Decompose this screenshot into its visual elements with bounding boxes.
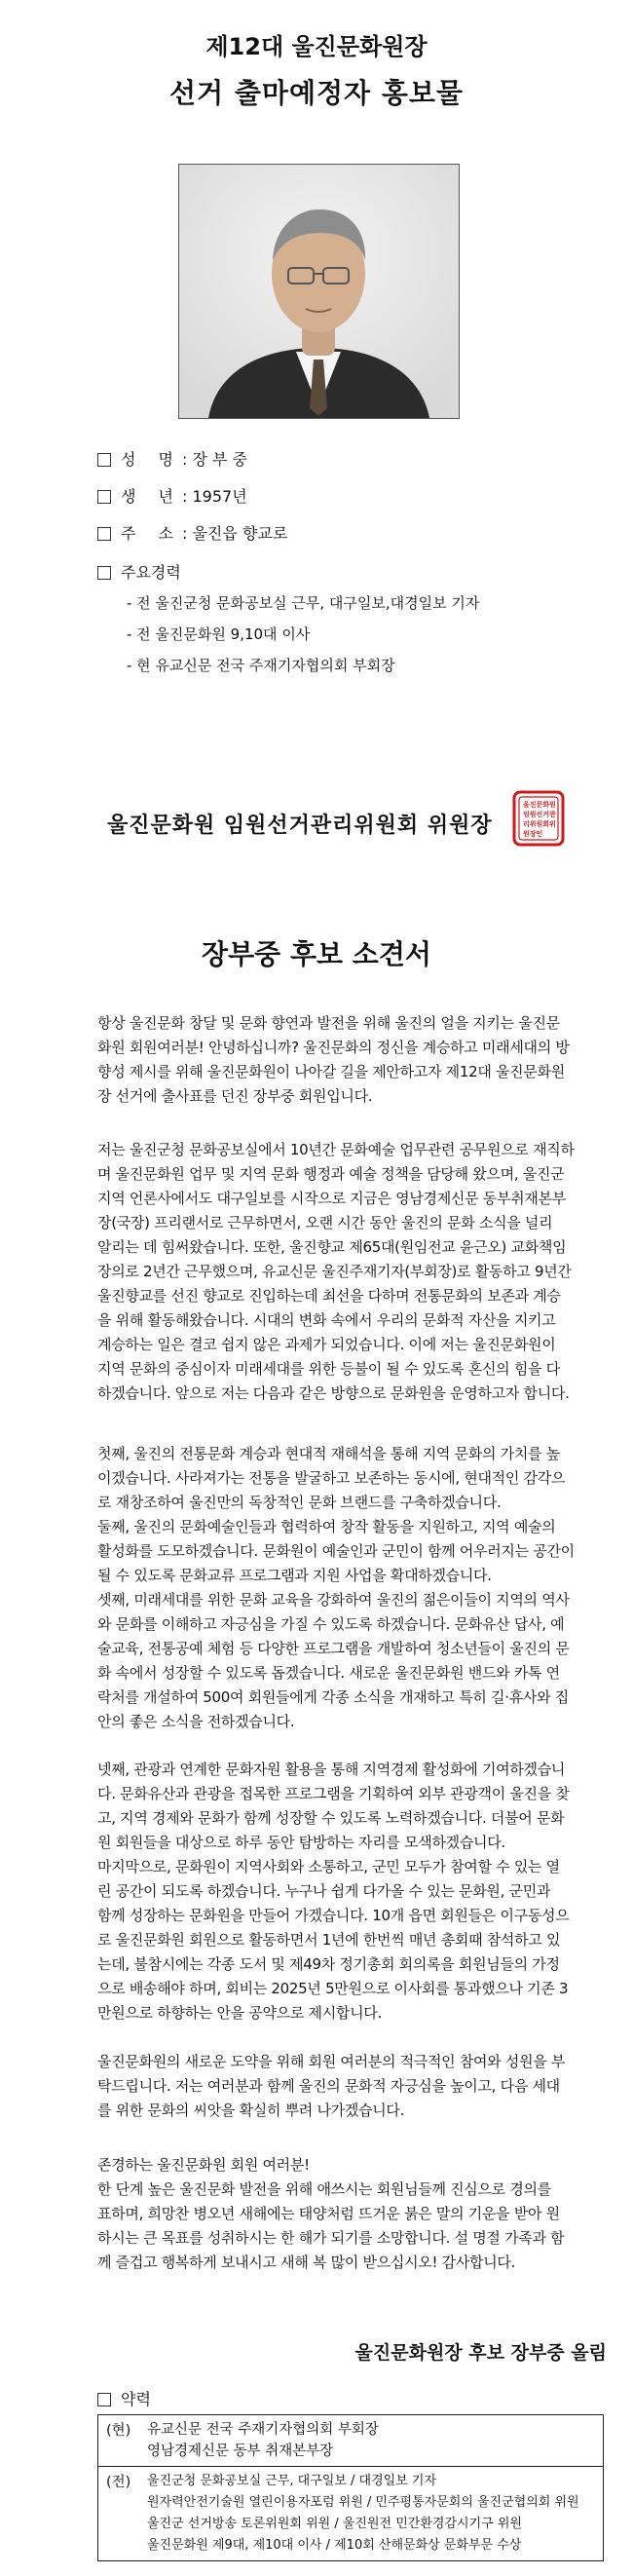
paragraph-line: 알리는 데 힘써왔습니다. 또한, 울진향교 제65대(원임전교 윤근오) 교화책임	[97, 1238, 567, 1256]
svg-text:원장인: 원장인	[523, 830, 543, 838]
paragraph-line: 원 회원들을 대상으로 하루 동안 탐방하는 자리를 모색하겠습니다.	[97, 1834, 505, 1851]
paragraph-line: 장(국장) 프리랜서로 근무하면서, 오랜 시간 동안 울진의 문화 소식을 널리	[97, 1214, 553, 1231]
statement-paragraph	[97, 1011, 604, 1109]
paragraph-line: 으로 배송해야 하며, 회비는 2025년 5만원으로 이사회를 통과했으나 기존 3	[97, 1980, 569, 1997]
paragraph-line: 를 위한 문화의 씨앗을 확실히 뿌려 나가겠습니다.	[97, 2102, 405, 2119]
checkbox-square-icon	[97, 566, 111, 580]
paragraph-line: 안의 좋은 소식을 전하겠습니다.	[97, 1713, 295, 1730]
checkbox-square-icon	[97, 527, 111, 541]
career-item: - 현 유교신문 전국 주재기자협의회 부회장	[127, 657, 395, 674]
statement-signature: 울진문화원장 후보 장부중 올림	[354, 2342, 607, 2364]
history-line: 유교신문 전국 주재기자협의회 부회장	[147, 2422, 379, 2438]
checkbox-square-icon	[97, 453, 111, 467]
history-row-current	[98, 2415, 603, 2467]
paragraph-line: 지역 문화의 중심이자 미래세대를 위한 등불이 될 수 있도록 혼신의 힘을 다	[97, 1360, 560, 1378]
paragraph-line: 지역 언론사에서도 대구일보를 시작으로 지금은 영남경제신문 동부취재본부	[97, 1190, 566, 1207]
history-title: 약력	[121, 2390, 151, 2408]
paragraph-line: 표하며, 희망찬 병오년 새해에는 태양처럼 뜨거운 붉은 말의 기운을 받아 원	[97, 2205, 560, 2222]
history-row-values	[143, 2467, 603, 2560]
history-line: 영남경제신문 동부 취재본부장	[147, 2443, 334, 2459]
paragraph-line: 화원 회원여러분! 안녕하십니까? 울진문화의 정신을 계승하고 미래세대의 방	[97, 1039, 570, 1056]
paragraph-line: 다. 문화유산과 관광을 접목한 프로그램을 기획하여 외부 관광객이 울진을 찾	[97, 1785, 570, 1802]
paragraph-line: 계승하는 일은 결코 쉽지 않은 과제가 되었습니다. 이에 저는 울진문화원이	[97, 1336, 556, 1353]
statement-title: 장부중 후보 소견서	[202, 938, 431, 970]
statement-paragraph	[97, 1758, 604, 2026]
paragraph-line: 로 재창조하여 울진만의 독창적인 문화 브랜드를 구축하겠습니다.	[97, 1494, 502, 1511]
history-line: 원자력안전기술원 열린이용자포럼 위원 / 민주평통자문회의 울진군협의회 위원	[147, 2495, 579, 2510]
paragraph-line: 을 위해 활동해왔습니다. 시대의 변화 속에서 우리의 문화적 자산을 지키고	[97, 1311, 556, 1329]
paragraph-line: 셋째, 미래세대를 위한 문화 교육을 강화하여 울진의 젊은이들이 지역의 역사	[97, 1591, 570, 1609]
profile-birth-label: 생 년	[121, 487, 182, 506]
paragraph-line: 는데, 불참시에는 각종 도서 및 제49차 정기총회 회의록을 회원님들의 가정	[97, 1955, 560, 1973]
paragraph-line: 울진문화원의 새로운 도약을 위해 회원 여러분의 적극적인 참여와 성원을 부	[97, 2053, 566, 2070]
svg-text:울진문화원: 울진문화원	[523, 801, 556, 809]
statement-paragraph	[97, 2050, 604, 2123]
paragraph-line: 첫째, 울진의 전통문화 계승과 현대적 재해석을 통해 지역 문화의 가치를 높	[97, 1445, 560, 1462]
paragraph-line: 며 울진문화원 업무 및 지역 문화 행정과 예술 정책을 담당해 왔으며, 울진군	[97, 1165, 565, 1183]
history-line: 울진문화원 제9대, 제10대 이사 / 제10회 산해문화상 문화부문 수상	[147, 2538, 522, 2553]
profile-career-title-row	[97, 561, 181, 585]
header-subtitle: 선거 출마예정자 홍보물	[169, 77, 464, 109]
paragraph-line: 만원으로 하향하는 안을 공약으로 제시합니다.	[97, 2004, 382, 2022]
paragraph-line: 함께 성장하는 문화원을 만들어 가겠습니다. 10개 읍면 회원들은 이구동성으	[97, 1907, 570, 1924]
paragraph-line: 린 공간이 되도록 하겠습니다. 누구나 쉽게 다가올 수 있는 문화원, 군민과	[97, 1882, 551, 1900]
paragraph-line: 탁드립니다. 저는 여러분과 함께 울진의 문화적 자긍심을 높이고, 다음 세대	[97, 2077, 560, 2095]
checkbox-square-icon	[97, 490, 111, 504]
paragraph-line: 울진향교를 선진 향교로 진입하는데 최선을 다하며 전통문화의 보존과 계승	[97, 1287, 561, 1305]
statement-paragraph	[97, 1442, 604, 1734]
paragraph-line: 와 문화를 이해하고 자긍심을 가질 수 있도록 하겠습니다. 문화유산 답사, 예	[97, 1615, 565, 1633]
profile-name-value: : 장 부 중	[182, 450, 248, 469]
career-item: - 전 울진군청 문화공보실 근무, 대구일보,대경일보 기자	[127, 594, 480, 612]
paragraph-line: 둘째, 울진의 문화예술인들과 협력하여 창작 활동을 지원하고, 지역 예술의	[97, 1518, 556, 1535]
statement-paragraph	[97, 2153, 604, 2275]
career-item: - 전 울진문화원 9,10대 이사	[127, 625, 311, 643]
paragraph-line: 장의로 2년간 근무했으며, 유교신문 울진주재기자(부회장)로 활동하고 9년간	[97, 1263, 572, 1280]
candidate-portrait-icon	[178, 164, 460, 419]
history-row-key: (전)	[106, 2475, 131, 2490]
paragraph-line: 하시는 큰 목표를 성취하시는 한 해가 되기를 소망합니다. 설 명절 가족과 함	[97, 2229, 565, 2247]
paragraph-line: 화 속에서 성장할 수 있도록 돕겠습니다. 새로운 울진문화원 밴드와 카톡 연	[97, 1664, 560, 1682]
paragraph-line: 락처를 개설하여 500여 회원들에게 각종 소식을 개재하고 특히 길·휴사와 집	[97, 1688, 569, 1706]
paragraph-line: 이겠습니다. 사라져가는 전통을 발굴하고 보존하는 동시에, 현대적인 감각으	[97, 1469, 566, 1487]
history-title-row	[97, 2387, 151, 2409]
profile-address-value: : 울진읍 향교로	[182, 524, 288, 543]
profile-birth-value: : 1957년	[182, 487, 247, 506]
history-line: 울진군청 문화공보실 근무, 대구일보 / 대경일보 기자	[147, 2474, 437, 2488]
paragraph-line: 로 울진문화원 회원으로 활동하면서 1년에 한번씩 매년 총회때 참석하고 있	[97, 1931, 561, 1949]
header-title: 제12대 울진문화원장	[205, 33, 428, 60]
profile-career-title: 주요경력	[121, 563, 181, 582]
svg-text:임원선거관: 임원선거관	[523, 811, 556, 818]
paragraph-line: 하겠습니다. 앞으로 저는 다음과 같은 방향으로 문화원을 운영하고자 합니다.	[97, 1384, 570, 1402]
paragraph-line: 넷째, 관광과 연계한 문화자원 활용을 통해 지역경제 활성화에 기여하겠습니	[97, 1761, 566, 1778]
history-row-key: (현)	[106, 2423, 131, 2439]
paragraph-line: 께 즐겁고 행복하게 보내시고 새해 복 많이 받으십시오! 감사합니다.	[97, 2254, 516, 2271]
paragraph-line: 한 단계 높은 울진문화 발전을 위해 애쓰시는 회원님들께 진심으로 경의를	[97, 2180, 551, 2198]
paragraph-line: 고, 지역 경제와 문화가 함께 성장할 수 있도록 노력하겠습니다. 더불어 문화	[97, 1809, 565, 1827]
paragraph-line: 향성 제시를 위해 울진문화원이 나아갈 길을 제안하고자 제12대 울진문화원	[97, 1063, 565, 1080]
paragraph-line: 존경하는 울진문화원 회원 여러분!	[97, 2156, 310, 2174]
svg-text:리위원회위: 리위원회위	[523, 820, 556, 828]
profile-name-row	[97, 448, 247, 472]
history-table	[97, 2414, 604, 2561]
history-row-former	[98, 2467, 603, 2560]
checkbox-square-icon	[97, 2393, 111, 2406]
election-committee-label: 울진문화원 임원선거관리위원회 위원장	[107, 814, 493, 838]
paragraph-line: 활성화를 도모하겠습니다. 문화원이 예술인과 군민이 함께 어우러지는 공간이	[97, 1542, 575, 1560]
profile-address-row	[97, 522, 287, 546]
profile-address-label: 주 소	[121, 524, 182, 543]
red-seal-stamp-icon	[511, 789, 566, 848]
paragraph-line: 마지막으로, 문화원이 지역사회와 소통하고, 군민 모두가 참여할 수 있는 열	[97, 1858, 560, 1875]
paragraph-line: 항상 울진문화 창달 및 문화 향연과 발전을 위해 울진의 얼을 지키는 울진문	[97, 1014, 560, 1032]
paragraph-line: 장 선거에 출사표를 던진 장부중 회원입니다.	[97, 1087, 373, 1105]
history-row-values	[143, 2415, 603, 2466]
history-line: 울진군 선거방송 토론위원회 위원 / 울진원전 민간환경감시기구 위원	[147, 2517, 522, 2531]
profile-birth-row	[97, 485, 247, 509]
paragraph-line: 저는 울진군청 문화공보실에서 10년간 문화예술 업무관련 공무원으로 재직하	[97, 1141, 575, 1158]
profile-name-label: 성 명	[121, 450, 182, 469]
paragraph-line: 술교육, 전통공예 체험 등 다양한 프로그램을 개발하여 청소년들이 울진의 문	[97, 1640, 570, 1657]
statement-paragraph	[97, 1138, 604, 1406]
paragraph-line: 될 수 있도록 문화교류 프로그램과 지원 사업을 확대하겠습니다.	[97, 1567, 492, 1584]
